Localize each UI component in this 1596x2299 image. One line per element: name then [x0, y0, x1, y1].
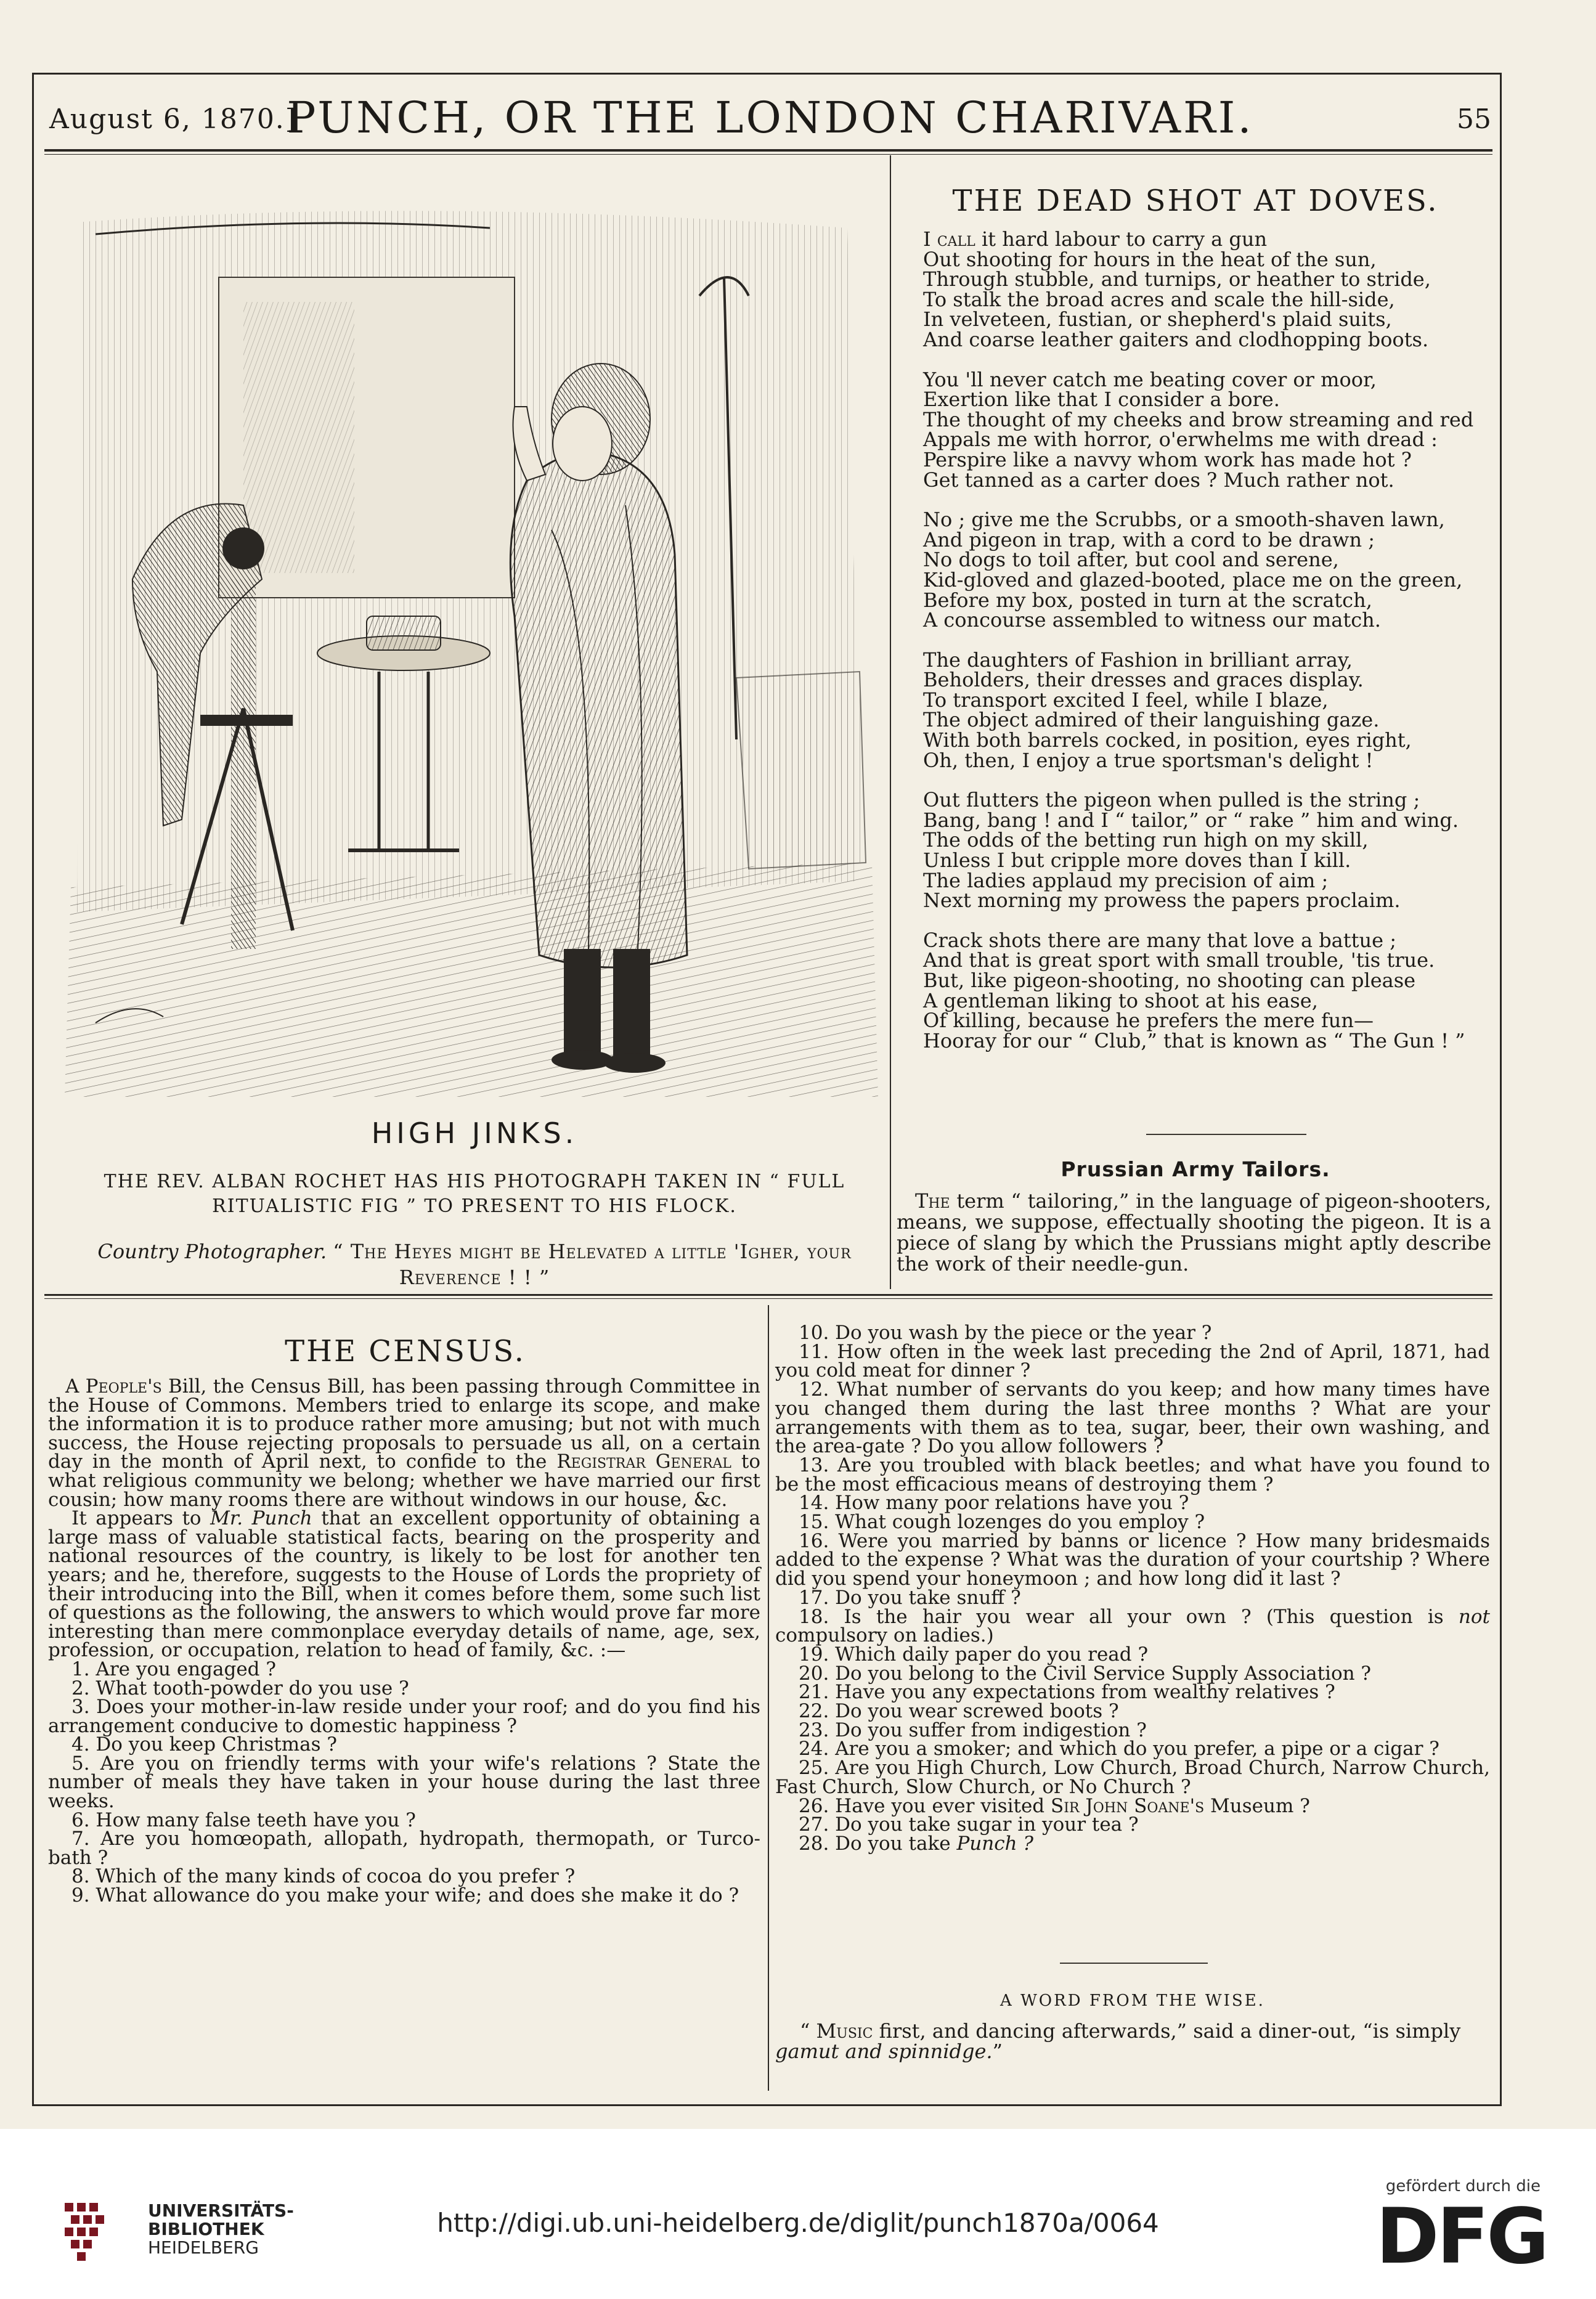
census-question: 13. Are you troubled with black beetles; and what have you found to be the most efficacious means of destroying them ? [775, 1454, 1490, 1495]
poem-line: A gentleman liking to shoot at his ease, [923, 988, 1318, 1012]
census-question: 17. Do you take snuff ? [799, 1586, 1021, 1609]
census-question: 12. What number of servants do you keep; and how many times have you changed them during the last three months ? What are your arrangements with them as to tea, sugar, beer, their own washing, and the area-gate ? Do you allow followers ? [775, 1378, 1490, 1458]
poem-line: Out flutters the pigeon when pulled is the string ; [923, 788, 1420, 812]
wise-title: A WORD FROM THE WISE. [1000, 1992, 1265, 2010]
poem-line: Before my box, posted in turn at the scratch, [923, 588, 1372, 612]
census-question: 10. Do you wash by the piece or the year ? [799, 1322, 1212, 1344]
q28-italic: Punch ? [956, 1832, 1034, 1855]
poem-line: To stalk the broad acres and scale the hill-side, [923, 287, 1395, 311]
header-date: August 6, 1870.] [49, 104, 297, 135]
census-paragraph-1 [48, 1377, 760, 1509]
census-p1-end: to what religious community we belong; whether we have married our first cousin; how many rooms there are without windows in our house, &c. [48, 1451, 760, 1511]
running-header [49, 92, 1491, 148]
wise-text: first, and dancing afterwards,” said a diner-out, “is simply [873, 2019, 1461, 2043]
poem-dropcap: I call [923, 227, 975, 251]
poem-line: And that is great sport with small trouble, 'tis true. [923, 948, 1435, 972]
q18-text: 18. Is the hair you wear all your own ? (This question is [799, 1605, 1459, 1628]
census-lead: A People's [65, 1375, 162, 1398]
census-question: 25. Are you High Church, Low Church, Broad Church, Narrow Church, Fast Church, Slow Church, or No Church ? [775, 1757, 1490, 1798]
poem-line: Beholders, their dresses and graces display. [923, 668, 1364, 692]
census-question: 3. Does your mother-in-law reside under your roof; and do you find his arrangement conducive to domestic happiness ? [48, 1696, 760, 1737]
census-right-column [775, 1324, 1490, 1853]
poem-stanza [923, 930, 1490, 1051]
poem-line: The object admired of their languishing gaze. [923, 708, 1380, 732]
poem-line: The daughters of Fashion in brilliant array, [923, 648, 1353, 672]
q26-text: 26. Have you ever visited [799, 1794, 1051, 1817]
q26-sc: Sir John Soane's [1051, 1794, 1205, 1817]
census-p1-sc: Registrar General [556, 1451, 731, 1473]
dfg-logo: DFG [1375, 2192, 1547, 2281]
poem-line: A concourse assembled to witness our match. [923, 608, 1381, 632]
poem-line: But, like pigeon-shooting, no shooting can please [923, 969, 1416, 992]
library-line-3: HEIDELBERG [148, 2237, 259, 2258]
poem-title: THE DEAD SHOT AT DOVES. [952, 184, 1439, 218]
library-line-1: UNIVERSITÄTS- [148, 2200, 294, 2221]
poem-line: Unless I but cripple more doves than I kill. [923, 848, 1351, 873]
poem-line: No ; give me the Scrubbs, or a smooth-shaven lawn, [923, 508, 1445, 532]
poem-line: Through stubble, and turnips, or heather to stride, [923, 267, 1431, 291]
census-question: 19. Which daily paper do you read ? [799, 1643, 1149, 1666]
census-question-18 [775, 1605, 1490, 1647]
census-question: 21. Have you any expectations from wealthy relatives ? [799, 1681, 1335, 1704]
poem-line: Crack shots there are many that love a battue ; [923, 928, 1396, 952]
poem-line: Exertion like that I consider a bore. [923, 388, 1280, 412]
cartoon-speaker: Country Photographer. [97, 1240, 327, 1263]
mid-rule-thin [44, 1298, 1492, 1299]
section-rule-2 [1060, 1963, 1208, 1964]
page-number: 55 [1457, 104, 1491, 135]
census-question: 8. Which of the many kinds of cocoa do you prefer ? [71, 1865, 576, 1888]
mid-rule [44, 1294, 1492, 1296]
wise-body [775, 2021, 1490, 2062]
poem-line: No dogs to toil after, but cool and serene, [923, 548, 1339, 572]
poem-body [923, 229, 1490, 1070]
census-question: 16. Were you married by banns or licence ? How many bridesmaids added to the expense ? What was the duration of your courtship ? Where did you spend your honeymoon ; and how long did it last ? [775, 1529, 1490, 1590]
wise-italic: gamut and spinnidge. [775, 2040, 993, 2063]
census-question: 24. Are you a smoker; and which do you prefer, a pipe or a cigar ? [799, 1738, 1439, 1760]
poem-line: With both barrels cocked, in position, eyes right, [923, 728, 1412, 752]
poem-line: The odds of the betting run high on my skill, [923, 828, 1369, 852]
poem-line: The ladies applaud my precision of aim ; [923, 868, 1329, 892]
poem-stanza [923, 229, 1490, 350]
poem-line: Get tanned as a carter does ? Much rather not. [923, 468, 1394, 492]
poem-line: Bang, bang ! and I “ tailor,” or “ rake ” him and wing. [923, 808, 1459, 832]
census-question: 15. What cough lozenges do you employ ? [799, 1511, 1205, 1534]
source-url-link[interactable]: http://digi.ub.uni-heidelberg.de/diglit/punch1870a/0064 [437, 2208, 1159, 2238]
census-p2-text: It appears to [71, 1507, 211, 1530]
header-rule [44, 149, 1492, 152]
funded-by-label: gefördert durch die [1385, 2177, 1541, 2195]
census-questions-right [775, 1324, 1490, 1608]
q18-italic: not [1458, 1605, 1490, 1628]
prussian-lead: The [915, 1189, 950, 1213]
cartoon-subtitle: THE REV. ALBAN ROCHET HAS HIS PHOTOGRAPH TAKEN IN “ FULL RITUALISTIC FIG ” TO PRESENT TO HIS FLOCK. [104, 1171, 845, 1217]
wise-end: ” [992, 2040, 1003, 2063]
poem-stanza [923, 650, 1490, 771]
poem-line: Oh, then, I enjoy a true sportsman's delight ! [923, 748, 1374, 772]
poem-line: And pigeon in trap, with a cord to be drawn ; [923, 527, 1375, 551]
prussian-body [897, 1190, 1491, 1274]
census-question: 6. How many false teeth have you ? [71, 1809, 416, 1831]
census-question: 20. Do you belong to the Civil Service Supply Association ? [799, 1662, 1372, 1685]
census-questions-left [48, 1660, 760, 1905]
census-question: 14. How many poor relations have you ? [799, 1492, 1189, 1515]
census-question: 23. Do you suffer from indigestion ? [799, 1719, 1147, 1741]
poem-line: You 'll never catch me beating cover or moor, [923, 367, 1377, 391]
census-question-26 [775, 1794, 1490, 1817]
census-paragraph-2 [48, 1509, 760, 1660]
masthead: PUNCH, OR THE LONDON CHARIVARI. [287, 92, 1254, 143]
cartoon-title: HIGH JINKS. [371, 1117, 578, 1150]
header-rule-thin [44, 154, 1492, 155]
census-p2-italic: Mr. Punch [210, 1507, 312, 1530]
wise-lead: “ Music [800, 2019, 873, 2043]
census-question: 11. How often in the week last preceding the 2nd of April, 1871, had you cold meat for dinner ? [775, 1340, 1490, 1382]
cartoon-illustration [59, 185, 884, 1109]
poem-line: To transport excited I feel, while I blaze, [923, 688, 1329, 712]
q18-end: compulsory on ladies.) [775, 1624, 994, 1647]
prussian-text: term “ tailoring,” in the language of pigeon-shooters, means, we suppose, effectually shooting the pigeon. It is a piece of slang by which the Prussians might aptly describe the work of their needle-gun. [897, 1189, 1491, 1276]
cartoon-dialogue [43, 1239, 906, 1290]
poem-line: Next morning my prowess the papers proclaim. [923, 889, 1401, 913]
poem-line: Of killing, because he prefers the mere fun— [923, 1009, 1374, 1033]
census-question: 5. Are you on friendly terms with your wife's relations ? State the number of meals they have taken in your house during the last three weeks. [48, 1752, 760, 1813]
census-question: 22. Do you wear screwed boots ? [799, 1700, 1119, 1723]
census-p2-end: that an excellent opportunity of obtaining a large mass of valuable statistical facts, bearing on the prosperity and national resources of the country, is likely to be lost for another ten years; and he, therefore, suggests to the House of Lords the propriety of their introducing into the Bill, when it comes before them, some such list of questions as the following, the answers to which would prove far more interesting than mere commonplace everyday details of name, age, sex, profession, or occupation, relation to head of family, &c. :— [48, 1507, 760, 1662]
poem-line: Appals me with horror, o'erwhelms me with dread : [923, 428, 1438, 452]
poem-line: And coarse leather gaiters and clodhopping boots. [923, 327, 1429, 351]
poem-line: Out shooting for hours in the heat of the sun, [923, 247, 1377, 271]
poem-stanza [923, 790, 1490, 911]
q26-end: Museum ? [1204, 1794, 1310, 1817]
census-question-28 [775, 1834, 1490, 1853]
poem-line: Kid-gloved and glazed-booted, place me on the green, [923, 568, 1463, 592]
q28-text: 28. Do you take [799, 1832, 957, 1855]
column-rule-bottom [768, 1305, 769, 2091]
census-question-27: 27. Do you take sugar in your tea ? [799, 1813, 1139, 1836]
poem-stanza [923, 367, 1490, 492]
library-line-2: BIBLIOTHEK [148, 2219, 264, 2239]
census-question: 9. What allowance do you make your wife; and does she make it do ? [71, 1884, 739, 1907]
poem-line: Hooray for our “ Club,” that is known as “ The Gun ! ” [923, 1028, 1465, 1052]
poem-line: The thought of my cheeks and brow streaming and red [923, 407, 1474, 431]
census-question: 7. Are you homœopath, allopath, hydropath, thermopath, or Turco-bath ? [48, 1828, 760, 1869]
poem-line: Perspire like a navvy whom work has made hot ? [923, 447, 1412, 471]
digitization-footer [0, 2129, 1596, 2299]
census-questions-right-2 [775, 1645, 1490, 1797]
census-title: THE CENSUS. [285, 1334, 526, 1369]
census-left-column [48, 1377, 760, 1905]
census-p1-text: Bill, the Census Bill, has been passing through Committee in the House of Commons. Members tried to enlarge its scope, and make the information it is to produce rather more amusing; but not with much success, the House rejecting proposals to persuade us all, on a certain day in the month of April next, to confide to the [48, 1375, 761, 1473]
census-question: 2. What tooth-powder do you use ? [71, 1677, 409, 1699]
census-question: 4. Do you keep Christmas ? [71, 1733, 338, 1756]
section-rule [1146, 1134, 1306, 1135]
prussian-title: Prussian Army Tailors. [1061, 1157, 1330, 1181]
census-question: 1. Are you engaged ? [71, 1658, 276, 1680]
poem-line: In velveteen, fustian, or shepherd's plaid suits, [923, 307, 1392, 332]
poem-line: I call it hard labour to carry a gun [923, 227, 1268, 251]
cartoon-quote: “ The Heyes might be Helevated a little 'Igher, your Reverence ! ! ” [333, 1240, 852, 1289]
poem-stanza [923, 510, 1490, 630]
